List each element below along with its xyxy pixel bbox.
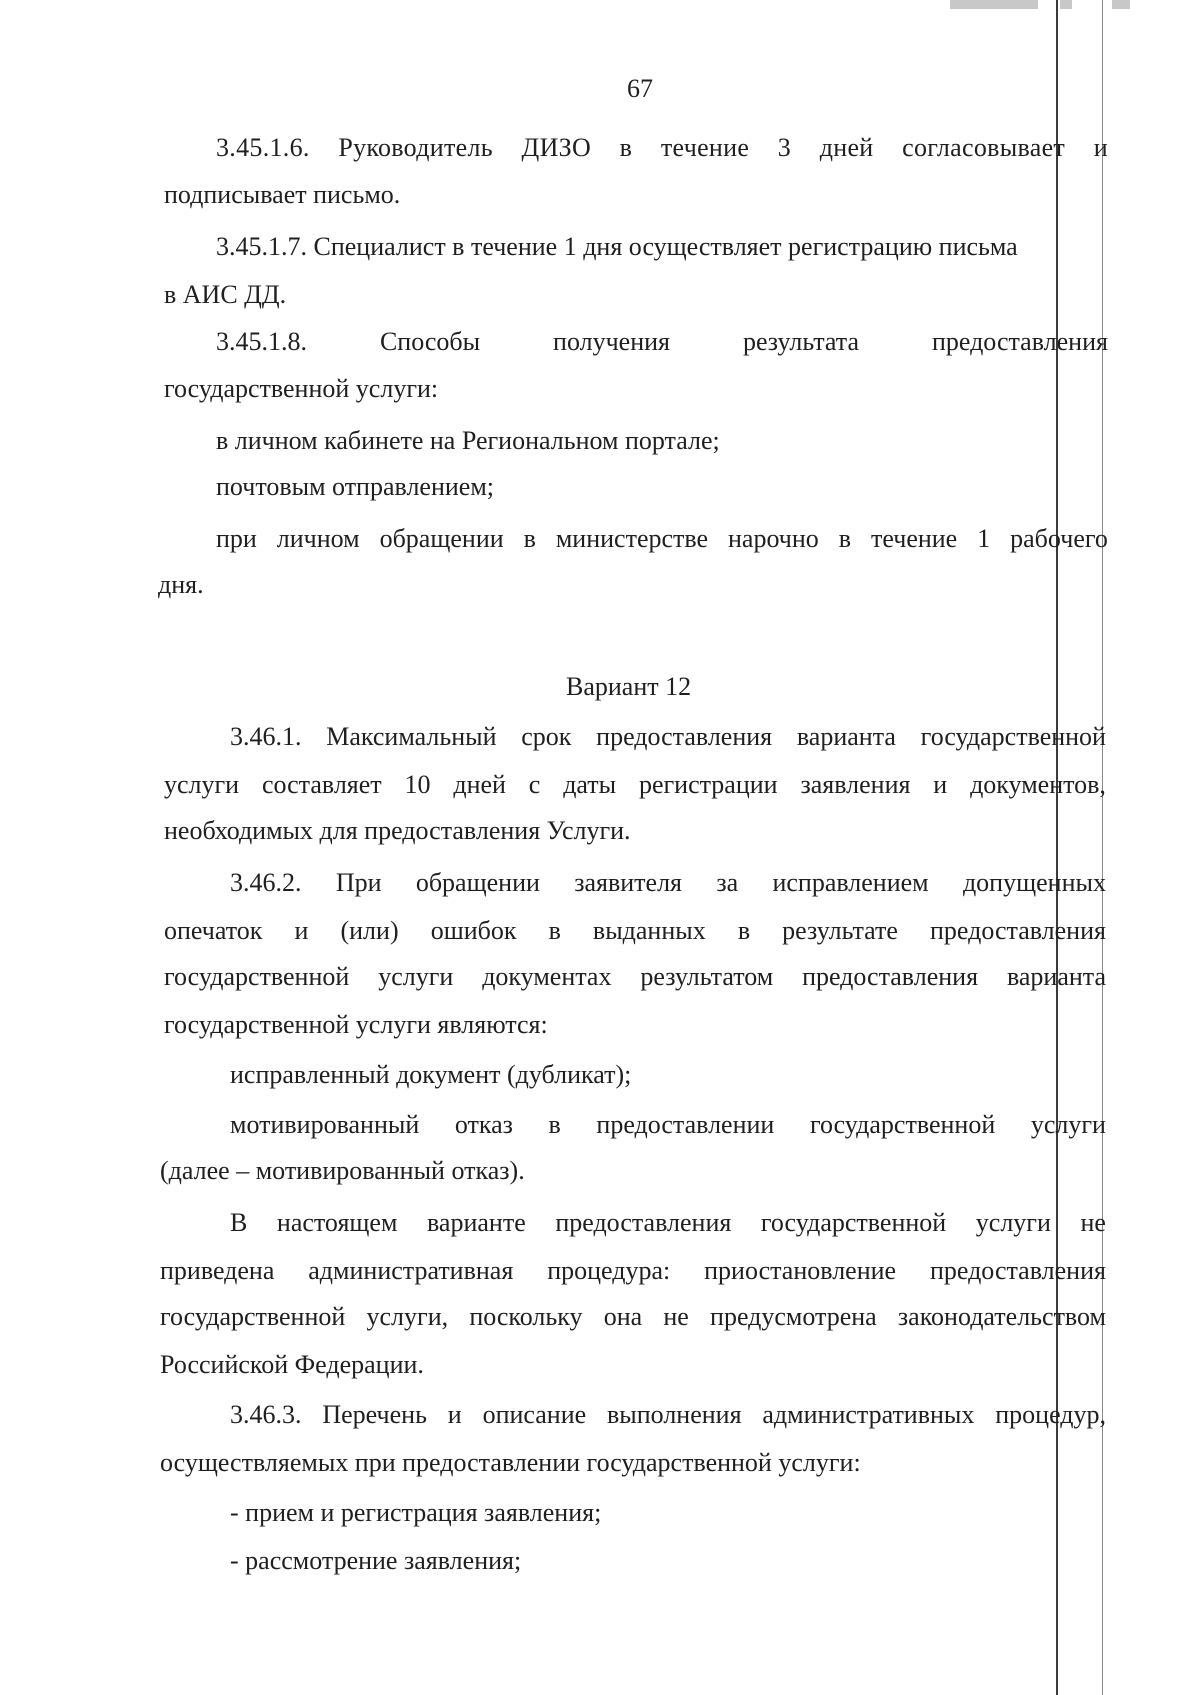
- word: предоставления: [931, 327, 1108, 356]
- word: описание: [482, 1400, 587, 1429]
- word: (или): [340, 916, 399, 945]
- word: приостановление: [704, 1256, 897, 1285]
- word: мотивированный: [230, 1110, 420, 1139]
- paragraph-line: [164, 916, 1106, 946]
- paragraph-line: [164, 770, 1106, 800]
- word: результатом: [640, 962, 774, 991]
- word: не: [663, 1302, 689, 1331]
- word: получения: [553, 327, 670, 356]
- word: министерстве: [555, 524, 709, 553]
- word: Максимальный: [326, 722, 497, 751]
- word: заявителя: [574, 868, 683, 897]
- paragraph-line: исправленный документ (дубликат);: [230, 1060, 632, 1089]
- word: в: [838, 524, 852, 553]
- paragraph-line: [160, 1302, 1106, 1332]
- word: 3.46.3.: [230, 1400, 302, 1429]
- word: 3.45.1.6.: [216, 133, 310, 162]
- word: процедур,: [995, 1400, 1106, 1429]
- word: настоящем: [276, 1208, 398, 1237]
- word: и: [1093, 133, 1108, 162]
- word: ДИЗО: [521, 133, 592, 162]
- word: при: [216, 524, 257, 553]
- word: 10: [404, 770, 431, 799]
- word: 3.46.2.: [230, 868, 302, 897]
- paragraph-line: [230, 868, 1106, 898]
- paragraph-line: почтовым отправлением;: [216, 472, 495, 501]
- paragraph-line: дня.: [158, 570, 204, 599]
- word: регистрации: [638, 770, 778, 799]
- paragraph-line: [230, 1208, 1106, 1238]
- word: Способы: [379, 327, 481, 356]
- word: согласовывает: [902, 133, 1066, 162]
- scan-margin-line: [1102, 0, 1103, 1695]
- word: и: [294, 916, 309, 945]
- word: не: [1080, 1208, 1106, 1237]
- paragraph-line: необходимых для предоставления Услуги.: [164, 816, 631, 845]
- word: выданных: [592, 916, 706, 945]
- paragraph-line: осуществляемых при предоставлении государственной услуги:: [160, 1448, 861, 1477]
- word: 3.46.1.: [230, 722, 302, 751]
- word: обращении: [415, 868, 540, 897]
- word: в: [548, 916, 561, 945]
- word: 1: [977, 524, 991, 553]
- word: ошибок: [430, 916, 517, 945]
- scan-margin-line: [1056, 0, 1058, 1695]
- paragraph-line: государственной услуги являются:: [164, 1010, 548, 1039]
- word: срок: [521, 722, 572, 751]
- word: услуги: [1030, 1110, 1106, 1139]
- paragraph-line: подписывает письмо.: [164, 180, 401, 209]
- paragraph-line: Российской Федерации.: [160, 1350, 424, 1379]
- word: предусмотрена: [710, 1302, 877, 1331]
- word: административная: [308, 1256, 514, 1285]
- word: законодательством: [897, 1302, 1106, 1331]
- paragraph-line: в АИС ДД.: [164, 280, 287, 309]
- word: приведена: [160, 1256, 275, 1285]
- paragraph-line: [216, 524, 1108, 554]
- word: предоставлении: [596, 1110, 775, 1139]
- paragraph-line: [230, 722, 1106, 752]
- scan-artifact: [950, 0, 1038, 9]
- word: рабочего: [1010, 524, 1108, 553]
- word: нарочно: [728, 524, 819, 553]
- word: выполнения: [607, 1400, 742, 1429]
- list-item: - прием и регистрация заявления;: [230, 1498, 602, 1527]
- page-number: 67: [627, 74, 653, 103]
- word: допущенных: [962, 868, 1106, 897]
- word: опечаток: [164, 916, 263, 945]
- word: документах: [482, 962, 612, 991]
- word: она: [603, 1302, 643, 1331]
- word: государственной: [809, 1110, 996, 1139]
- section-heading: Вариант 12: [566, 672, 692, 701]
- scan-artifact: [1112, 0, 1130, 9]
- word: услуги: [164, 770, 240, 799]
- word: в: [619, 133, 633, 162]
- word: обращении: [379, 524, 504, 553]
- word: поскольку: [469, 1302, 583, 1331]
- word: предоставления: [802, 962, 979, 991]
- word: 3: [777, 133, 792, 162]
- word: варианта: [796, 722, 896, 751]
- word: предоставления: [929, 916, 1106, 945]
- word: При: [335, 868, 382, 897]
- word: варианта: [1006, 962, 1106, 991]
- word: процедура:: [547, 1256, 671, 1285]
- word: результате: [782, 916, 898, 945]
- word: государственной: [160, 1302, 346, 1331]
- word: результата: [742, 327, 860, 356]
- word: услуги: [378, 962, 454, 991]
- paragraph-line: [230, 1110, 1106, 1140]
- word: в: [523, 524, 536, 553]
- word: и: [447, 1400, 462, 1429]
- paragraph-line: [216, 327, 1108, 357]
- word: 3.45.1.8.: [216, 327, 307, 356]
- word: в: [548, 1110, 561, 1139]
- scan-artifact: [1060, 0, 1072, 9]
- word: Руководитель: [338, 133, 493, 162]
- word: административных: [762, 1400, 975, 1429]
- word: услуги,: [366, 1302, 449, 1331]
- paragraph-line: [164, 962, 1106, 992]
- word: предоставления: [596, 722, 773, 751]
- word: В: [230, 1208, 248, 1237]
- word: отказ: [454, 1110, 513, 1139]
- paragraph-line: [230, 1400, 1106, 1430]
- word: за: [716, 868, 739, 897]
- word: с: [528, 770, 541, 799]
- word: документов,: [970, 770, 1106, 799]
- word: предоставления: [555, 1208, 732, 1237]
- paragraph-line: [216, 133, 1108, 163]
- word: дней: [453, 770, 506, 799]
- word: государственной: [920, 722, 1106, 751]
- word: предоставления: [929, 1256, 1106, 1285]
- word: в: [737, 916, 751, 945]
- word: дней: [819, 133, 874, 162]
- paragraph-line: [160, 1256, 1106, 1286]
- paragraph-line: в личном кабинете на Региональном портале;: [216, 426, 720, 455]
- word: даты: [563, 770, 617, 799]
- word: варианте: [427, 1208, 526, 1237]
- word: течение: [870, 524, 958, 553]
- paragraph-line: государственной услуги:: [164, 374, 439, 403]
- list-item: - рассмотрение заявления;: [230, 1546, 522, 1575]
- word: и: [933, 770, 948, 799]
- word: исправлением: [772, 868, 929, 897]
- word: течение: [660, 133, 750, 162]
- word: государственной: [164, 962, 350, 991]
- word: государственной: [760, 1208, 947, 1237]
- word: услуги: [975, 1208, 1051, 1237]
- word: составляет: [261, 770, 382, 799]
- word: личном: [276, 524, 360, 553]
- paragraph-line: (далее – мотивированный отказ).: [160, 1156, 525, 1185]
- word: заявления: [800, 770, 911, 799]
- word: Перечень: [322, 1400, 427, 1429]
- paragraph-line: 3.45.1.7. Специалист в течение 1 дня осуществляет регистрацию письма: [216, 232, 1018, 261]
